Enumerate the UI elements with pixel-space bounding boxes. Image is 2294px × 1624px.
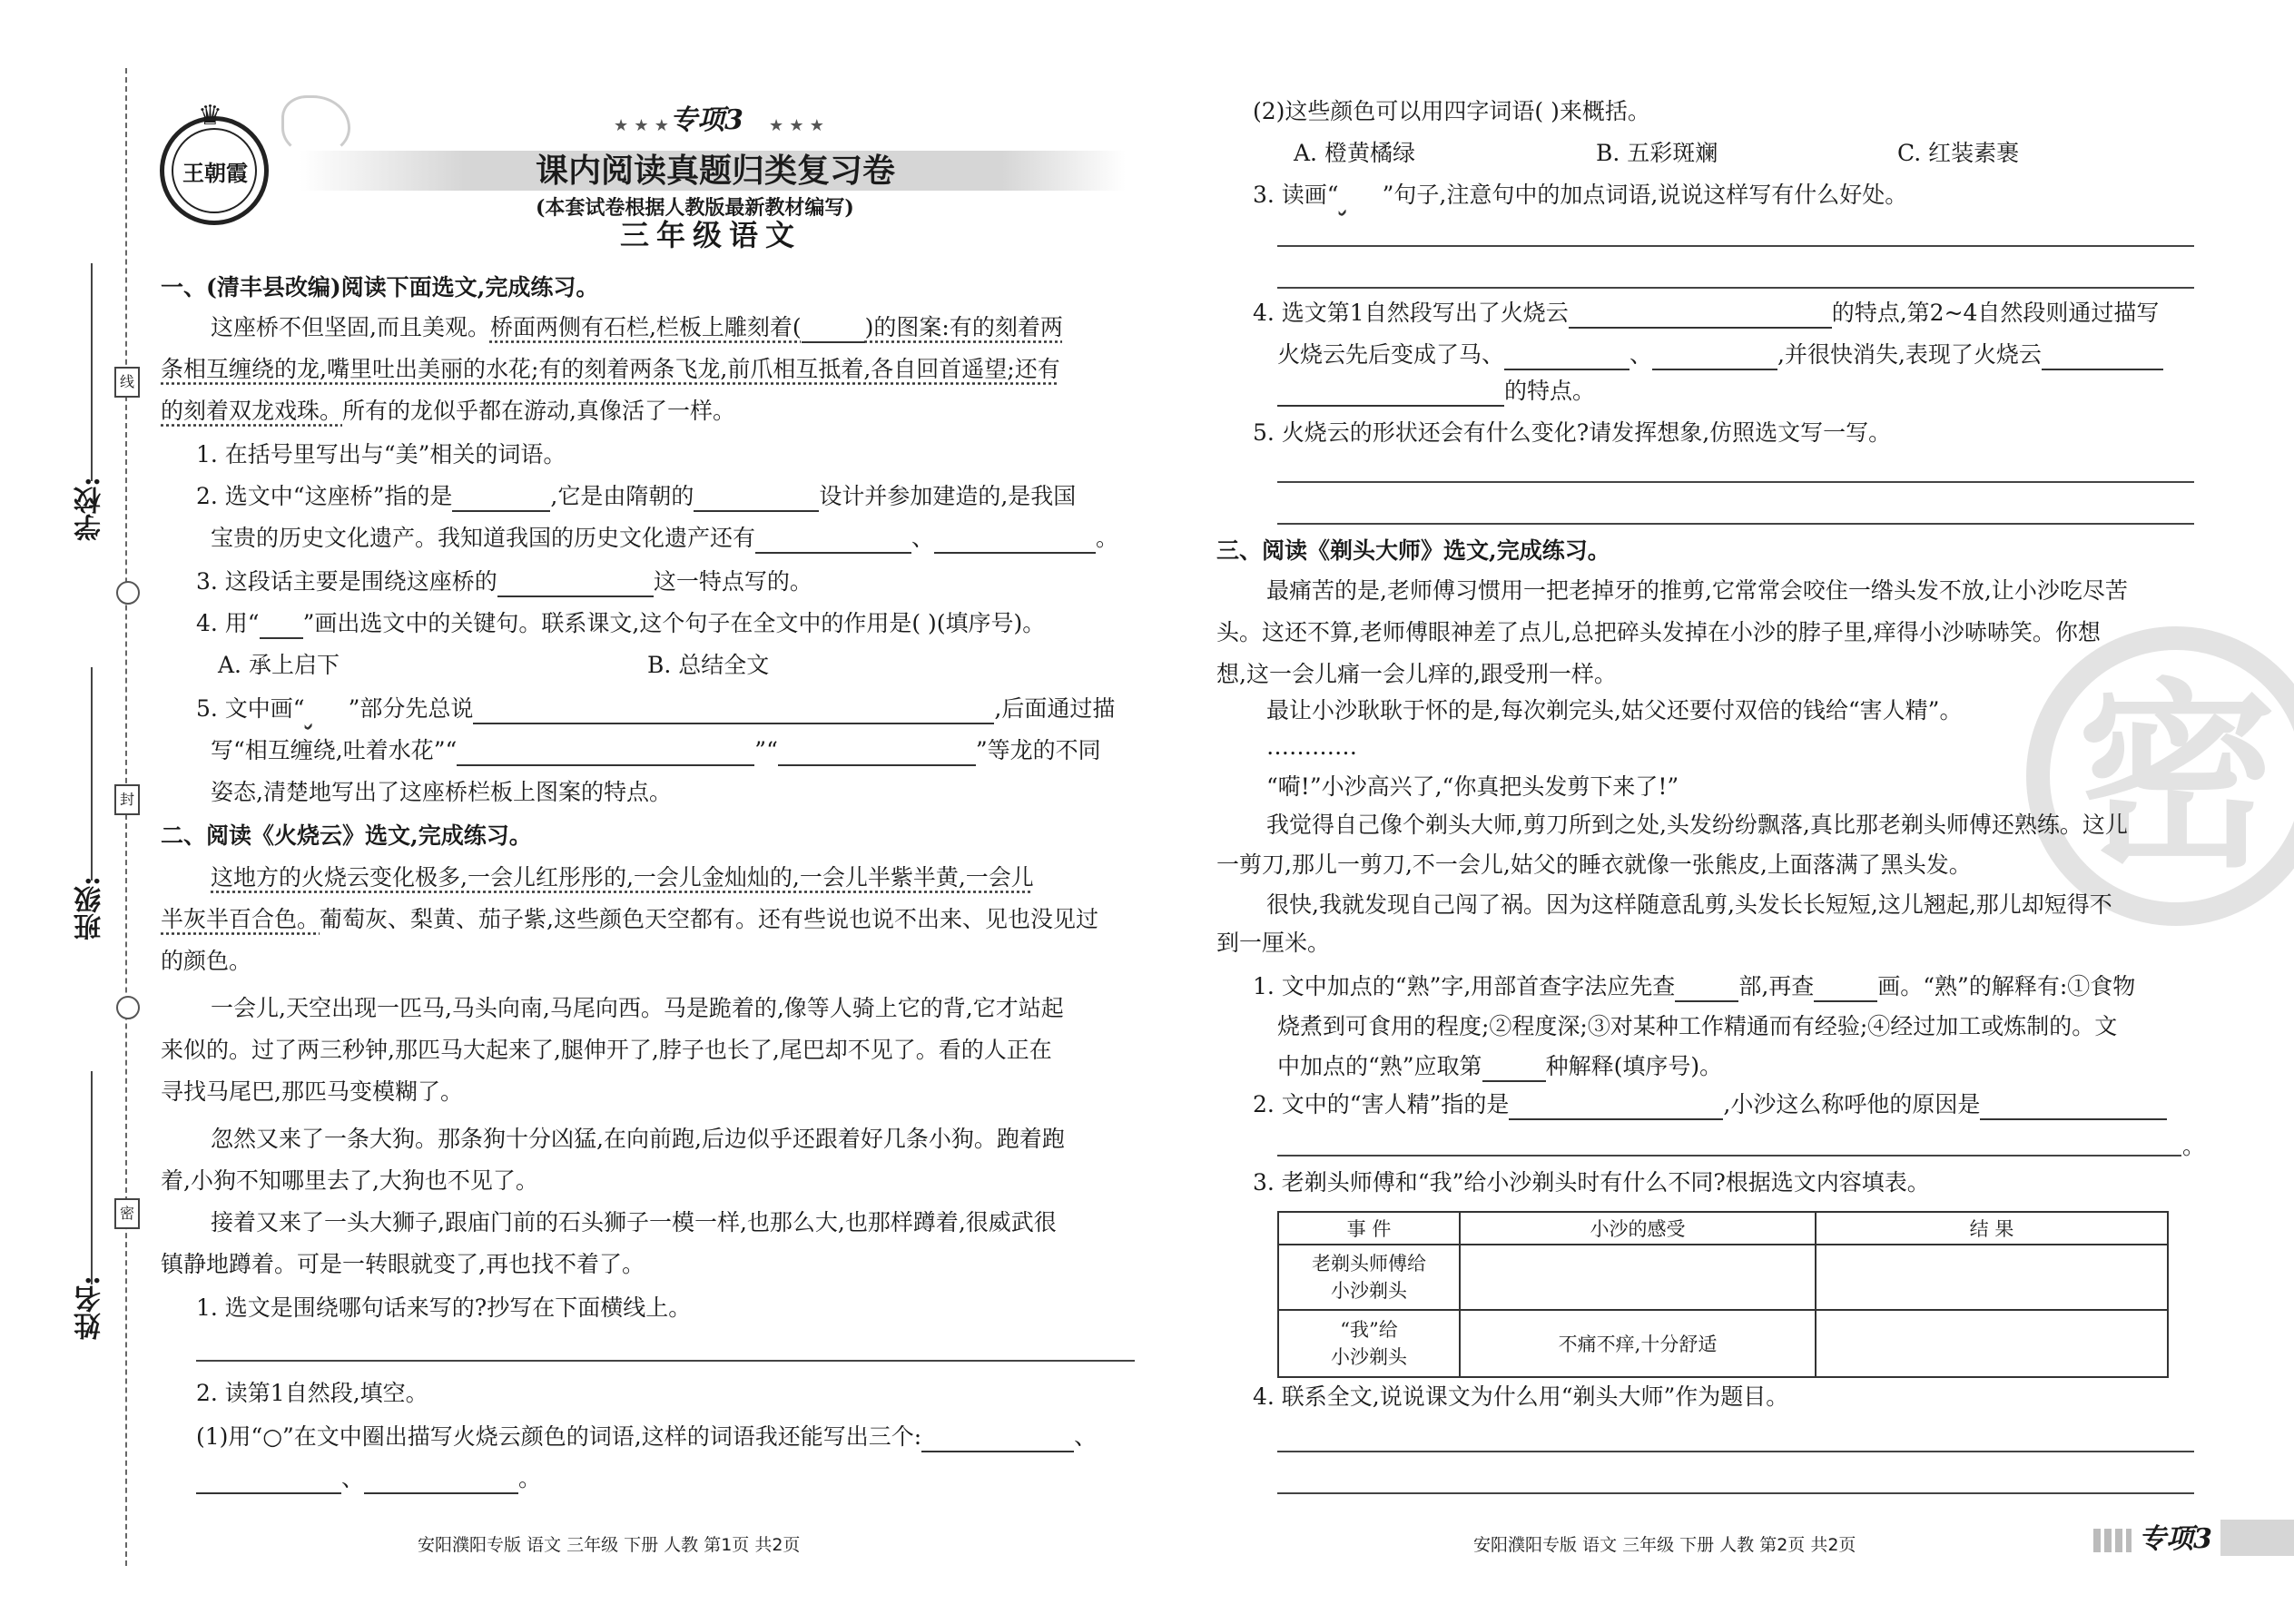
school-label: 学校:	[74, 477, 106, 542]
answer-blank[interactable]	[921, 1427, 1074, 1452]
question: (1)用“○”在文中圈出描写火烧云颜色的词语,这样的词语我还能写出三个: 、	[196, 1422, 1097, 1452]
binding-mark-seal: 封	[114, 784, 140, 815]
footer-badge-decoration	[2093, 1529, 2132, 1552]
section3-heading: 三、阅读《剃头大师》选文,完成练习。	[1216, 537, 1610, 564]
table-cell-answer[interactable]	[1460, 1245, 1816, 1310]
table-cell-event: “我”给 小沙剃头	[1278, 1310, 1460, 1377]
answer-line[interactable]	[1277, 1155, 2181, 1156]
watermark-text: 密	[2076, 659, 2277, 894]
question: 中加点的“熟”应取第 种解释(填序号)。	[1277, 1051, 1722, 1082]
passage-line: 这座桥不但坚固,而且美观。桥面两侧有石栏,栏板上雕刻着( )的图案:有的刻着两	[211, 312, 1063, 343]
option[interactable]: B. 总结全文	[647, 652, 770, 678]
logo-crown-icon: ♛	[198, 100, 222, 132]
name-field[interactable]	[91, 1071, 93, 1284]
passage-line: 半灰半百合色。葡萄灰、梨黄、茄子紫,这些颜色天空都有。还有些说也说不出来、见也没见过	[161, 906, 1098, 932]
passage-line: 最痛苦的是,老师傅习惯用一把老掉牙的推剪,它常常会咬住一绺头发不放,让小沙吃尽苦	[1266, 577, 2128, 604]
question: 4. 选文第1自然段写出了火烧云 的特点,第2~4自然段则通过描写	[1253, 298, 2159, 329]
question: 5. 文中画“ ”部分先总说 ,后面通过描	[196, 694, 1115, 724]
mark-sample	[305, 694, 349, 724]
logo-badge	[160, 116, 269, 225]
passage-line: 来似的。过了两三秒钟,那匹马大起来了,腿伸开了,脖子也长了,尾巴却不见了。看的人正在	[161, 1037, 1052, 1063]
passage-line: 寻找马尾巴,那匹马变模糊了。	[161, 1078, 463, 1105]
binding-mark-line: 线	[114, 367, 140, 398]
binding-mark-secret: 密	[114, 1198, 140, 1229]
answer-line[interactable]	[1277, 1492, 2194, 1494]
question: 火烧云先后变成了马、 、 ,并很快消失,表现了火烧云	[1277, 340, 2163, 370]
answer-line[interactable]	[1277, 1451, 2194, 1452]
class-label: 班级:	[74, 876, 106, 941]
passage-line: 这地方的火烧云变化极多,一会儿红彤彤的,一会儿金灿灿的,一会儿半紫半黄,一会儿	[211, 864, 1034, 891]
answer-blank[interactable]	[1675, 977, 1738, 1002]
table-cell-feeling: 不痛不痒,十分舒适	[1460, 1310, 1816, 1377]
answer-blank[interactable]	[1482, 1057, 1546, 1082]
answer-blank[interactable]	[2042, 345, 2163, 370]
answer-blank[interactable]	[778, 741, 976, 766]
question: 4. 用“ ”画出选文中的关键句。联系课文,这个句子在全文中的作用是( )(填序号)。	[196, 608, 1045, 639]
passage-line: 一会儿,天空出现一匹马,马头向南,马尾向西。马是跪着的,像等人骑上它的背,它才站起	[211, 995, 1064, 1021]
question: 3. 这段话主要是围绕这座桥的 这一特点写的。	[196, 566, 812, 597]
question: 、 。	[196, 1463, 541, 1494]
answer-blank[interactable]	[1652, 345, 1777, 370]
series-mark: 专项3	[670, 104, 743, 136]
passage-line: 的刻着双龙戏珠。所有的龙似乎都在游动,真像活了一样。	[161, 398, 735, 424]
page-title: 课内阅读真题归类复习卷	[536, 152, 896, 190]
series-stars-right: ★ ★ ★	[769, 116, 824, 135]
passage-line: 条相互缠绕的龙,嘴里吐出美丽的水花;有的刻着两条飞龙,前爪相互抵着,各自回首遥望;还有	[161, 356, 1060, 382]
question: 1. 文中加点的“熟”字,用部首查字法应先查 部,再查 画。“熟”的解释有:①食物	[1253, 971, 2135, 1002]
binding-hole	[116, 581, 140, 605]
school-field[interactable]	[91, 263, 93, 481]
series-stars-left: ★ ★ ★	[614, 116, 669, 135]
option[interactable]: A. 承上启下	[218, 652, 340, 678]
binding-margin	[0, 0, 154, 1624]
question: 3. 老剃头师傅和“我”给小沙剃头时有什么不同?根据选文内容填表。	[1253, 1169, 1930, 1196]
table-header: 事 件	[1278, 1212, 1460, 1245]
table-header: 结 果	[1816, 1212, 2168, 1245]
question: 5. 火烧云的形状还会有什么变化?请发挥想象,仿照选文写一写。	[1253, 419, 1892, 446]
binding-hole	[116, 996, 140, 1019]
passage-line: 镇静地蹲着。可是一转眼就变了,再也找不着了。	[161, 1251, 645, 1277]
question: 1. 在括号里写出与“美”相关的词语。	[196, 441, 566, 468]
binding-dash-line	[125, 68, 127, 1566]
mark-sample	[260, 619, 303, 639]
passage-line: 一剪刀,那儿一剪刀,不一会儿,姑父的睡衣就像一张熊皮,上面落满了黑头发。	[1216, 851, 1972, 878]
question: 3. 读画“ ”句子,注意句中的加点词语,说说这样写有什么好处。	[1253, 180, 1907, 211]
answer-blank[interactable]	[1569, 303, 1832, 329]
answer-blank[interactable]	[452, 487, 550, 512]
option[interactable]: C. 红装素裹	[1897, 140, 2020, 166]
question: 写“相互缠绕,吐着水花”“ ”“ ”等龙的不同	[211, 735, 1101, 766]
section2-heading: 二、阅读《火烧云》选文,完成练习。	[161, 822, 532, 849]
footer-right: 安阳濮阳专版 语文 三年级 下册 人教 第2页 共2页	[1473, 1535, 1856, 1555]
question: 1. 选文是围绕哪句话来写的?抄写在下面横线上。	[196, 1294, 692, 1321]
class-field[interactable]	[91, 667, 93, 881]
page-grade: 三年级语文	[620, 218, 802, 252]
answer-line[interactable]	[1277, 245, 2194, 247]
question: 4. 联系全文,说说课文为什么用“剃头大师”作为题目。	[1253, 1383, 1789, 1410]
answer-line[interactable]	[1277, 523, 2194, 525]
answer-blank[interactable]	[196, 1469, 341, 1494]
option[interactable]: A. 橙黄橘绿	[1294, 140, 1415, 166]
answer-blank[interactable]	[934, 528, 1096, 554]
table-cell-answer[interactable]	[1816, 1245, 2168, 1310]
question-end: 。	[2182, 1133, 2206, 1159]
table-cell-answer[interactable]	[1816, 1310, 2168, 1377]
option[interactable]: B. 五彩斑斓	[1596, 140, 1718, 166]
passage-line: 忽然又来了一条大狗。那条狗十分凶猛,在向前跑,后边似乎还跟着好几条小狗。跑着跑	[211, 1126, 1065, 1152]
ribbon-decoration-icon	[281, 95, 350, 155]
question: 2. 文中的“害人精”指的是 ,小沙这么称呼他的原因是	[1253, 1089, 2167, 1120]
section1-heading: 一、(清丰县改编)阅读下面选文,完成练习。	[161, 274, 599, 300]
question: 烧煮到可食用的程度;②程度深;③对某种工作精通而有经验;④经过加工或炼制的。文	[1277, 1013, 2118, 1039]
answer-blank[interactable]	[694, 487, 819, 512]
question: 2. 读第1自然段,填空。	[196, 1380, 428, 1406]
passage-line: 着,小狗不知哪里去了,大狗也不见了。	[161, 1167, 538, 1194]
page-subtitle: (本套试卷根据人教版最新教材编写)	[536, 196, 854, 220]
answer-blank[interactable]	[1814, 977, 1877, 1002]
answer-blank[interactable]	[473, 699, 994, 724]
footer-left: 安阳濮阳专版 语文 三年级 下册 人教 第1页 共2页	[418, 1535, 801, 1555]
passage-line: 头。这还不算,老师傅眼神差了点儿,总把碎头发掉在小沙的脖子里,痒得小沙哧哧笑。你想	[1216, 619, 2101, 645]
answer-blank[interactable]	[1504, 345, 1629, 370]
passage-line: 的颜色。	[161, 948, 252, 974]
answer-line[interactable]	[1277, 287, 2194, 289]
logo-text: 王朝霞	[182, 160, 248, 186]
answer-blank[interactable]	[497, 572, 654, 597]
answer-blank[interactable]	[457, 741, 754, 766]
mark-sample	[1339, 180, 1383, 211]
table-header: 小沙的感受	[1460, 1212, 1816, 1245]
passage-line: 我觉得自己像个剃头大师,剪刀所到之处,头发纷纷飘落,真比那老剃头师傅还熟练。这儿	[1266, 812, 2128, 838]
footer-badge-bg	[2220, 1520, 2294, 1556]
footer-badge: 专项3	[2139, 1523, 2212, 1555]
passage-line: 最让小沙耿耿于怀的是,每次剃完头,姑父还要付双倍的钱给“害人精”。	[1266, 697, 1963, 723]
comparison-table	[1277, 1211, 2169, 1378]
answer-blank[interactable]	[1980, 1095, 2167, 1120]
passage-line: 到一厘米。	[1216, 930, 1331, 956]
watermark-seal-icon	[2026, 626, 2294, 926]
answer-line[interactable]	[196, 1360, 1135, 1362]
answer-blank[interactable]	[1277, 381, 1504, 407]
answer-blank[interactable]	[1509, 1095, 1723, 1120]
passage-line: 想,这一会儿痛一会儿痒的,跟受刑一样。	[1216, 661, 1617, 687]
passage-line: 接着又来了一头大狮子,跟庙门前的石头狮子一模一样,也那么大,也那样蹲着,很威武很	[211, 1209, 1057, 1235]
question: (2)这些颜色可以用四字词语( )来概括。	[1253, 98, 1650, 124]
question: 的特点。	[1277, 376, 1595, 407]
passage-line: …………	[1266, 733, 1357, 760]
passage-line: 很快,我就发现自己闯了祸。因为这样随意乱剪,头发长长短短,这儿翘起,那儿却短得不	[1266, 891, 2112, 918]
question: 2. 选文中“这座桥”指的是 ,它是由隋朝的 设计并参加建造的,是我国	[196, 481, 1076, 512]
name-label: 姓名:	[74, 1275, 106, 1341]
question: 宝贵的历史文化遗产。我知道我国的历史文化遗产还有 、 。	[211, 523, 1118, 554]
question: 姿态,清楚地写出了这座桥栏板上图案的特点。	[211, 779, 672, 805]
answer-line[interactable]	[1277, 481, 2194, 483]
answer-blank[interactable]	[755, 528, 911, 554]
answer-blank[interactable]	[364, 1469, 518, 1494]
table-cell-event: 老剃头师傅给 小沙剃头	[1278, 1245, 1460, 1310]
blank[interactable]	[802, 318, 865, 343]
passage-line: “嗬!”小沙高兴了,“你真把头发剪下来了!”	[1266, 773, 1679, 800]
